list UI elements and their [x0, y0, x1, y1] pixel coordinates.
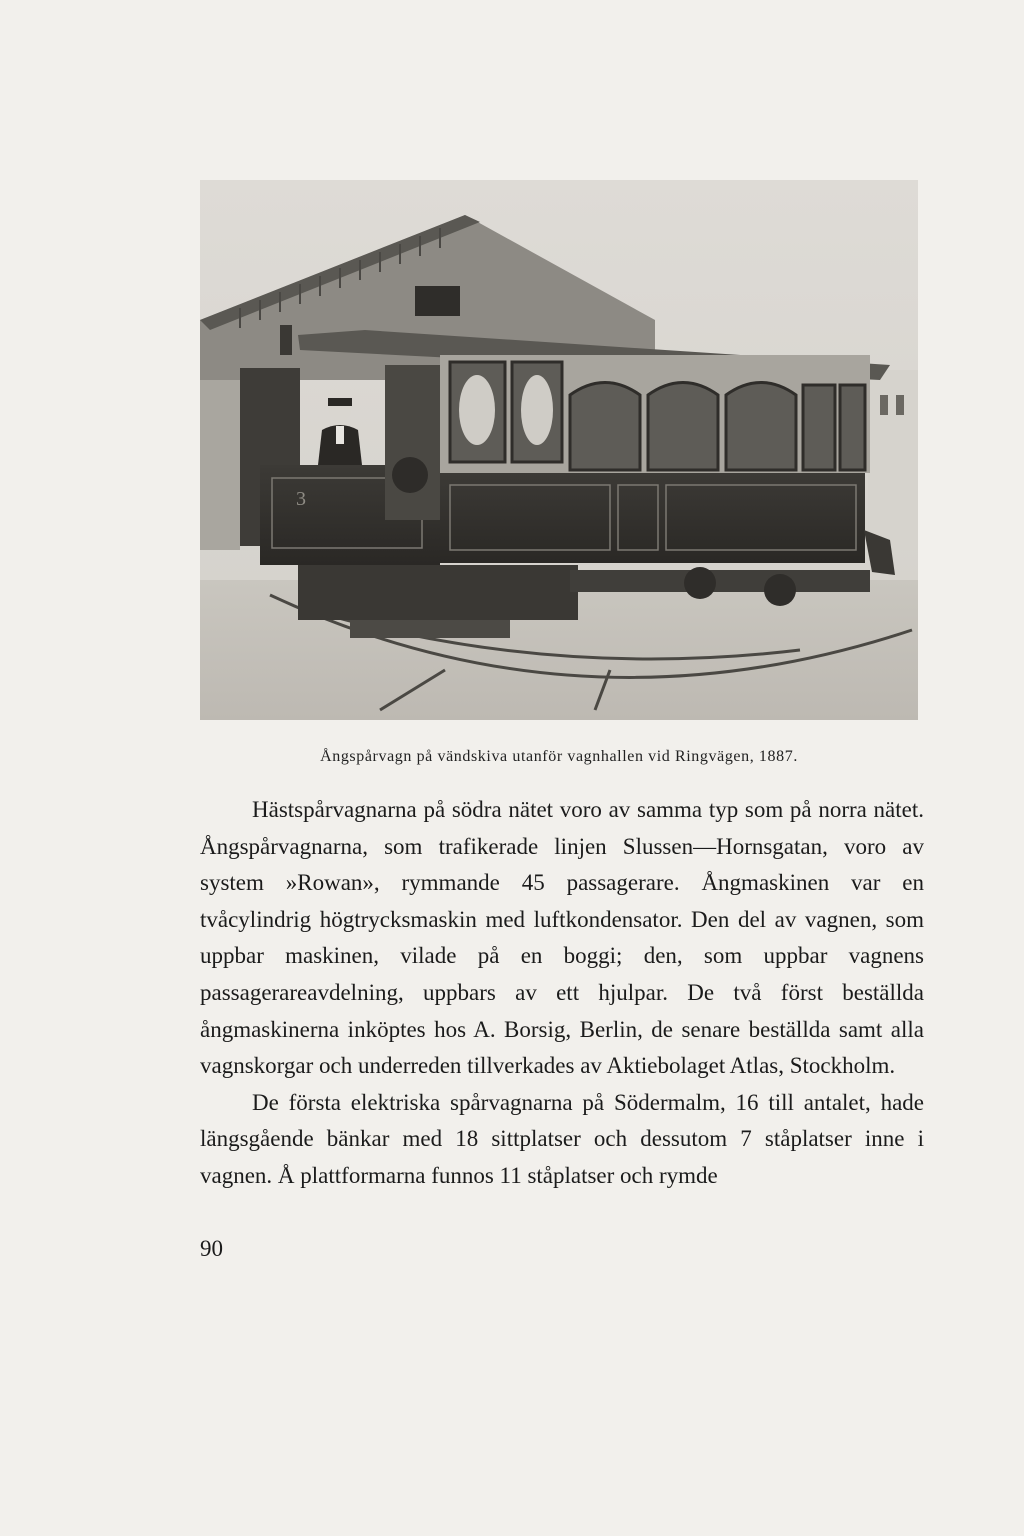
page-number: 90 — [200, 1236, 223, 1261]
tram-photograph — [200, 180, 918, 720]
paragraph-1: Hästspårvagnarna på södra nätet voro av samma typ som på norra nätet. Ångspårvagnarna, som trafikerade linjen Slussen—Hornsgatan, voro av system »Rowan», rymmande 45 passagerare. Ångmaskinen var en tvåcylindrig högtrycksmaskin med luftkondensator. Den del av vagnen, som uppbar maskinen, vilade på en boggi; den, som uppbar vagnens passagerareavdelning, uppbars av ett hjulpar. De två först beställda ångmaskinerna inköptes hos A. Borsig, Berlin, de senare beställda samt alla vagnskorgar och underreden tillverkades av Aktiebolaget Atlas, Stockholm. — [200, 797, 924, 1079]
body-text — [200, 792, 924, 1195]
steam-tram-illustration — [200, 180, 918, 720]
tram-number: 3 — [296, 488, 306, 510]
paragraph-2: De första elektriska spårvagnarna på Södermalm, 16 till antalet, hade längsgående bänkar med 18 sittplatser och dessutom 7 ståplatser inne i vagnen. Å plattformarna funnos 11 ståplatser och rymde — [200, 1089, 924, 1188]
figure-caption: Ångspårvagn på vändskiva utanför vagnhallen vid Ringvägen, 1887. — [320, 748, 798, 765]
